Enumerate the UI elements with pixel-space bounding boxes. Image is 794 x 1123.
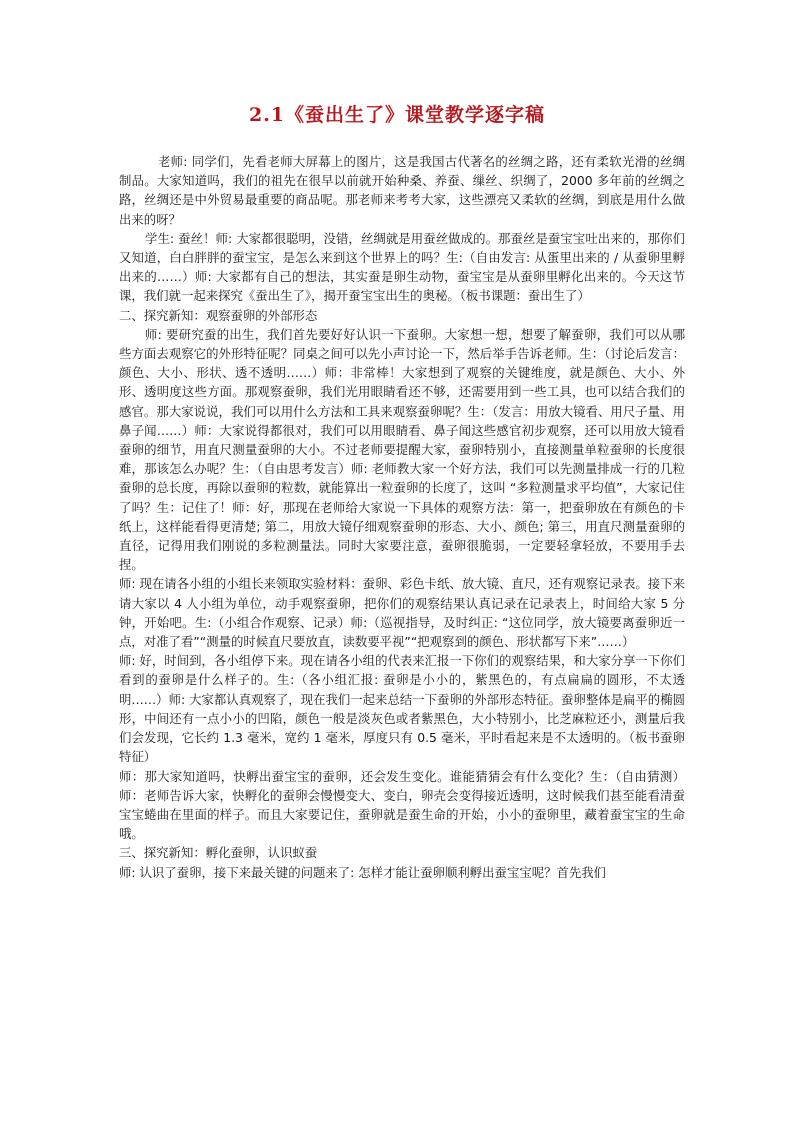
paragraph: 学生: 蚕丝！师: 大家都很聪明，没错，丝绸就是用蚕丝做成的。那蚕丝是蚕宝宝吐出来的，那你们又知道，白白胖胖的蚕宝宝，是怎么来到这个世界上的吗？生:（自由发言: 从蛋里出来的 / 从蚕卵里孵出来的……）师: 大家都有自己的想法，其实蚕是卵生动物，蚕宝宝是从蚕卵里孵化出来的。今天这节课，我们就一起来探究《蚕出生了》，揭开蚕宝宝出生的奥秘。（板书课题：蚕出生了） xyxy=(119,230,685,304)
paragraph: 师: 认识了蚕卵，接下来最关键的问题来了: 怎样才能让蚕卵顺利孵出蚕宝宝呢？首先我们 xyxy=(119,864,607,880)
section-heading: 二、探究新知：观察蚕卵的外部形态 xyxy=(119,307,318,323)
paragraph: 师：那大家知道吗，快孵出蚕宝宝的蚕卵，还会发生变化。谁能猜猜会有什么变化？生：（自由猜测）师：老师告诉大家，快孵化的蚕卵会慢慢变大、变白，卵壳会变得接近透明，这时候我们甚至能看清蚕宝宝蜷曲在里面的样子。而且大家要记住，蚕卵就是蚕生命的开始，小小的蚕卵里，藏着蚕宝宝的生命哦。 xyxy=(119,768,685,842)
document-title: 2.1《蚕出生了》课堂教学逐字稿 xyxy=(248,104,546,126)
paragraph: 师: 要研究蚕的出生，我们首先要好好认识一下蚕卵。大家想一想，想要了解蚕卵，我们可以从哪些方面去观察它的外形特征呢？同桌之间可以先小声讨论一下，然后举手告诉老师。生：（讨论后发言：颜色、大小、形状、透不透明……）师：非常棒！大家想到了观察的关键维度，就是颜色、大小、外形、透明度这些方面。那观察蚕卵，我们光用眼睛看还不够，还需要用到一些工具，也可以结合我们的感官。那大家说说，我们可以用什么方法和工具来观察蚕卵呢？生：（发言：用放大镜看、用尺子量、用鼻子闻……）师：大家说得都很对，我们可以用眼睛看、鼻子闻这些感官初步观察，还可以用放大镜看蚕卵的细节，用直尺测量蚕卵的大小。不过老师要提醒大家，蚕卵特别小，直接测量单粒蚕卵的长度很难，那该怎么办呢？生：（自由思考发言）师: 老师教大家一个好方法，我们可以先测量排成一行的几粒蚕卵的总长度，再除以蚕卵的粒数，就能算出一粒蚕卵的长度了，这叫 “多粒测量求平均值”，大家记住了吗？生：记住了！师：好，那现在老师给大家说一下具体的观察方法：第一，把蚕卵放在有颜色的卡纸上，这样能看得更清楚; 第二，用放大镜仔细观察蚕卵的形态、大小、颜色; 第三，用直尺测量蚕卵的直径，记得用我们刚说的多粒测量法。同时大家要注意，蚕卵很脆弱，一定要轻拿轻放，不要用手去捏。 xyxy=(119,326,685,573)
section-heading: 三、探究新知：孵化蚕卵，认识蚁蚕 xyxy=(119,845,318,861)
document-body xyxy=(119,152,685,882)
paragraph: 师: 现在请各小组的小组长来领取实验材料：蚕卵、彩色卡纸、放大镜、直尺，还有观察记录表。接下来请大家以 4 人小组为单位，动手观察蚕卵，把你们的观察结果认真记录在记录表上，时间给大家 5 分钟，开始吧。生:（小组合作观察、记录）师:（巡视指导，及时纠正: “这位同学，放大镜要离蚕卵近一点，对准了看”“测量的时候直尺要放直，读数要平视”“把观察到的颜色、形状都写下来”……） xyxy=(119,576,685,650)
paragraph: 师: 好，时间到，各小组停下来。现在请各小组的代表来汇报一下你们的观察结果，和大家分享一下你们看到的蚕卵是什么样子的。生:（各小组汇报: 蚕卵是小小的，紫黑色的，有点扁扁的圆形，不太透明……）师: 大家都认真观察了，现在我们一起来总结一下蚕卵的外部形态特征。蚕卵整体是扁平的椭圆形，中间还有一点小小的凹陷，颜色一般是淡灰色或者紫黑色，大小特别小，比芝麻粒还小，测量后我们会发现，它长约 1.3 毫米，宽约 1 毫米，厚度只有 0.5 毫米，平时看起来是不太透明的。（板书蚕卵特征） xyxy=(119,653,685,765)
paragraph: 老师: 同学们，先看老师大屏幕上的图片，这是我国古代著名的丝绸之路，还有柔软光滑的丝绸制品。大家知道吗，我们的祖先在很早以前就开始种桑、养蚕、缫丝、织绸了，2000 多年前的丝绸之路，丝绸还是中外贸易最重要的商品呢。那老师来考考大家，这些漂亮又柔软的丝绸，到底是用什么做出来的呀？ xyxy=(119,154,685,227)
